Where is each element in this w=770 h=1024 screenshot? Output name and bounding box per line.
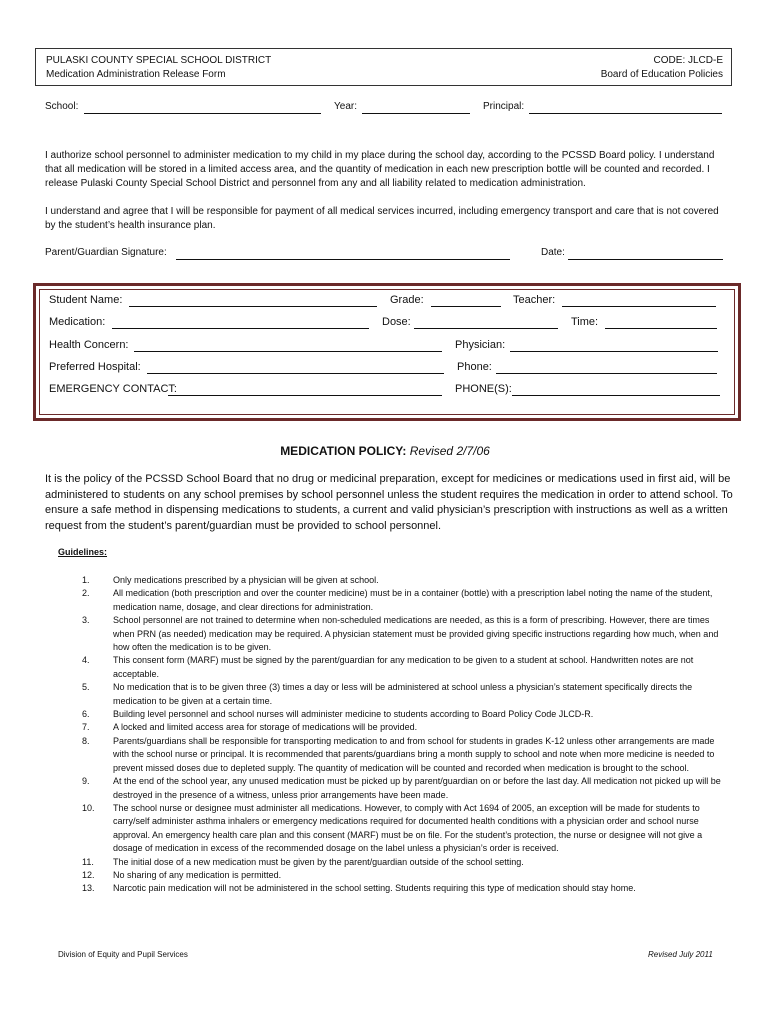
guideline-item <box>82 681 732 708</box>
guideline-number: 7. <box>82 722 90 733</box>
grade-label: Grade: <box>390 294 424 306</box>
guideline-number: 11. <box>82 856 94 867</box>
preferred-hospital-field[interactable] <box>147 373 444 374</box>
guideline-text: Only medications prescribed by a physician will be given at school. <box>113 575 379 585</box>
guideline-number: 13. <box>82 883 95 894</box>
guideline-number: 3. <box>82 615 90 626</box>
guideline-item <box>82 869 732 882</box>
guideline-item <box>82 708 732 721</box>
guideline-text: A locked and limited access area for storage of medications will be provided. <box>113 722 418 733</box>
guideline-text: No medication that is to be given three (3) times a day or less will be administered at school unless a physician’s statement specifically directs the medication to be given at a certain time. <box>113 682 693 706</box>
phone-label: Phone: <box>457 361 492 373</box>
guidelines-label: Guidelines: <box>58 547 108 557</box>
guideline-text: Narcotic pain medication will not be administered in the school setting. Students requiring this type of medication should stay home. <box>113 883 636 894</box>
header-left <box>46 54 271 82</box>
guideline-text: Building level personnel and school nurses will administer medicine to students according to Board Policy Code JLCD-R. <box>113 709 594 720</box>
guideline-text: The school nurse or designee must administer all medications. However, to comply with Act 1694 of 2005, an exception will be made for students to carry/self administer asthma inhalers or emergency medications required for documented health conditions with a physician order and school nurse approval. An emergency health care plan and this consent (MARF) must be on file. For the student’s protection, the nurse or designee will not give a dosage of medication in excess of the recommended dosage on the label unless a physician’s order is received. <box>113 802 703 854</box>
guideline-item <box>82 802 732 856</box>
guideline-number: 8. <box>82 735 90 746</box>
signature-field[interactable] <box>176 259 510 260</box>
guideline-number: 5. <box>82 682 90 693</box>
guideline-number: 12. <box>82 869 95 880</box>
phone-field[interactable] <box>496 373 717 374</box>
board-label: Board of Education Policies <box>600 69 723 80</box>
dose-field[interactable] <box>414 328 558 329</box>
year-field[interactable] <box>362 113 470 114</box>
header-box <box>35 48 732 86</box>
date-label: Date: <box>541 247 565 258</box>
guideline-item <box>82 856 732 869</box>
year-label: Year: <box>334 101 357 112</box>
payment-paragraph: I understand and agree that I will be responsible for payment of all medical services incurred, including emergency transport and care that is not covered by the student’s health insurance plan. <box>45 206 719 231</box>
physician-label: Physician: <box>455 339 506 351</box>
policy-text: It is the policy of the PCSSD School Board that no drug or medicinal preparation, except for medicines or medications used in first aid, will be administered to students on any school premises by school personnel unless the student requires the medication in order to attend school. To ensure a safe method in dispensing medications to students, a current and valid physician’s prescription with instructions as well as a written request from the student’s parent/guardian must be provided to school personnel. <box>45 473 733 532</box>
medication-label: Medication: <box>49 316 106 328</box>
phones-field[interactable] <box>512 395 720 396</box>
guideline-item <box>82 735 732 775</box>
emergency-contact-field[interactable] <box>168 395 442 396</box>
guideline-item <box>82 574 732 587</box>
guideline-item <box>82 775 732 802</box>
guideline-text: At the end of the school year, any unused medication must be picked up by parent/guardian on or before the last day. All medication not picked up will be destroyed in the presence of a witness, unless prior arrangements have been made. <box>113 776 721 800</box>
header-right <box>601 54 723 82</box>
policy-title-text: MEDICATION POLICY: <box>280 444 407 458</box>
medication-field[interactable] <box>112 328 369 329</box>
guideline-number: 6. <box>82 709 90 720</box>
guideline-text: Parents/guardians shall be responsible for transporting medication to and from school for students in grades K-12 unless other arrangements are made with the school nurse or principal. It is recommended that parents/guardians bring a month supply to school and note when more medicine is needed to prevent missed doses due to depleted supply. The quantity of medication will be counted and recorded when medication is brought to the school. <box>113 735 715 773</box>
guideline-number: 1. <box>82 575 90 585</box>
physician-field[interactable] <box>510 351 718 352</box>
principal-label: Principal: <box>483 101 525 112</box>
dose-label: Dose: <box>382 316 411 328</box>
guideline-number: 4. <box>82 655 90 666</box>
guideline-item <box>82 587 732 614</box>
guideline-text: This consent form (MARF) must be signed by the parent/guardian for any medication to be given to a student at school. Handwritten notes are not acceptable. <box>113 655 694 679</box>
guideline-item <box>82 721 732 734</box>
guideline-text: The initial dose of a new medication must be given by the parent/guardian outside of the school setting. <box>113 856 524 867</box>
preferred-hospital-label: Preferred Hospital: <box>49 361 141 373</box>
guideline-item <box>82 614 732 654</box>
teacher-field[interactable] <box>562 306 716 307</box>
form-title: Medication Administration Release Form <box>46 69 226 80</box>
guideline-item <box>82 654 732 681</box>
time-field[interactable] <box>605 328 717 329</box>
policy-revised: Revised 2/7/06 <box>409 444 490 458</box>
time-label: Time: <box>571 316 599 328</box>
emergency-contact-label: EMERGENCY CONTACT: <box>49 383 177 395</box>
policy-code: CODE: JLCD-E <box>653 55 723 66</box>
footer-division: Division of Equity and Pupil Services <box>58 950 188 959</box>
health-concern-field[interactable] <box>134 351 442 352</box>
guideline-item <box>82 882 732 895</box>
principal-field[interactable] <box>529 113 722 114</box>
signature-label: Parent/Guardian Signature: <box>45 247 167 258</box>
school-label: School: <box>45 101 79 112</box>
health-concern-label: Health Concern: <box>49 339 129 351</box>
teacher-label: Teacher: <box>513 294 556 306</box>
policy-title <box>0 444 770 458</box>
date-field[interactable] <box>568 259 723 260</box>
district-name: PULASKI COUNTY SPECIAL SCHOOL DISTRICT <box>46 55 272 66</box>
guideline-text: All medication (both prescription and over the counter medicine) must be in a container (bottle) with a prescription label noting the name of the student, medication name, dosage, and clear directions for administration. <box>113 588 713 612</box>
phones-label: PHONE(S): <box>455 383 512 395</box>
guideline-number: 9. <box>82 776 90 787</box>
guideline-text: School personnel are not trained to determine when non-scheduled medications are needed, as this is a form of prescribing. However, there are times when PRN (as needed) medication may be required. A physician statement must be provided giving specific instructions regarding how much, when and how often the medication is to be given. <box>113 615 719 653</box>
school-field[interactable] <box>84 113 321 114</box>
grade-field[interactable] <box>431 306 501 307</box>
guidelines-list <box>82 574 732 896</box>
guideline-text: No sharing of any medication is permitted. <box>113 869 282 880</box>
student-name-field[interactable] <box>129 306 377 307</box>
footer-revised: Revised July 2011 <box>648 950 713 959</box>
guideline-number: 10. <box>82 802 95 813</box>
student-name-label: Student Name: <box>49 294 123 306</box>
authorization-paragraph: I authorize school personnel to administer medication to my child in my place during the school day, according to the PCSSD Board policy. I understand that all medication will be stored in a limited access area, and the quantity of medication in each new prescription bottle will be counted and recorded. I release Pulaski County Special School District and personnel from any and all liability related to medication administration. <box>45 150 715 189</box>
guideline-number: 2. <box>82 588 90 599</box>
student-info-box-inner <box>39 289 735 415</box>
